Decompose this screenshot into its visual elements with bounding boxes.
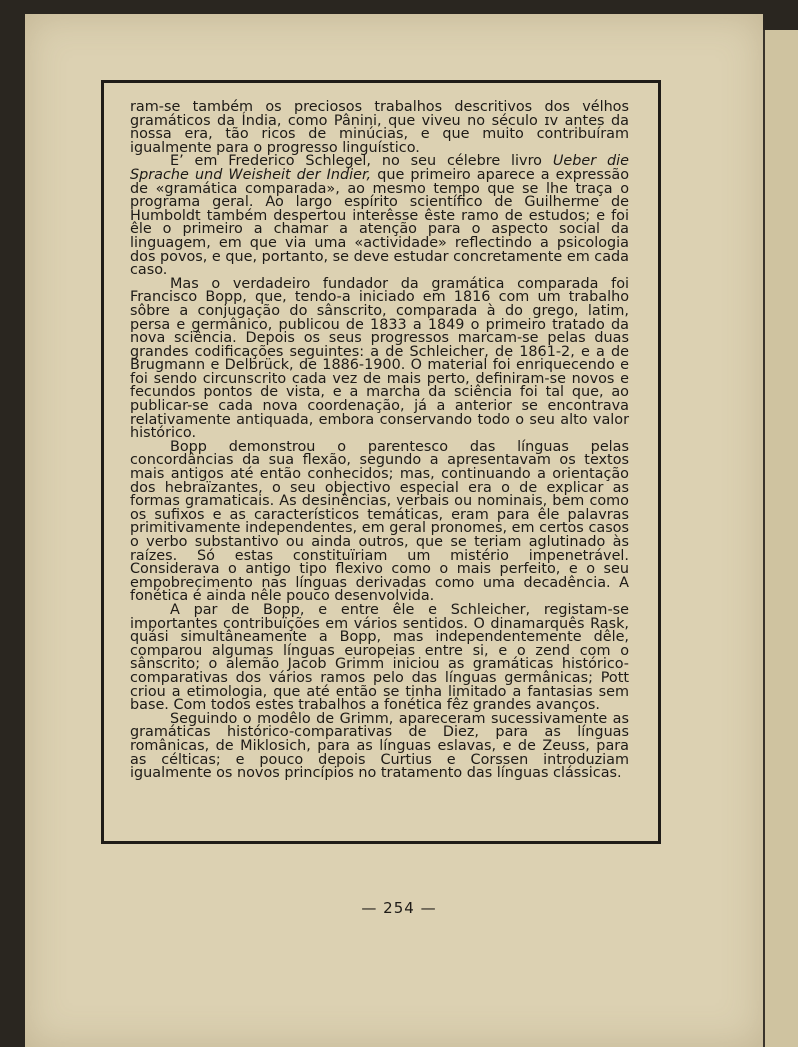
page-body-text (130, 101, 629, 781)
paragraph-1-text: ram-se também os preciosos trabalhos descritivos dos vélhos gramáticos da Índia, como Pânini, que viveu no século ɪv antes da nossa era, tão ricos de minúcias, e que muito contribuíram igualmente para o progresso linguístico. (130, 99, 629, 156)
paragraph-2 (130, 155, 629, 277)
paragraph-2-text-a: E’ em Frederico Schlegel, no seu célebre livro (170, 153, 553, 170)
page-number: — 254 — (361, 899, 437, 917)
paragraph-5-text: A par de Bopp, e entre êle e Schleicher, registam-se importantes contribuïções em vários sentidos. O dinamarquês Rask, quási simultâneamente a Bopp, mas independentemente dêle, comparou algumas línguas europeias entre si, e o zend com o sânscrito; o alemão Jacob Grimm iniciou as gramáticas histórico-comparativas dos vários ramos pelo das línguas germânicas; Pott criou a etimologia, que até então se tinha limitado a fantasias sem base. Com todos estes trabalhos a fonética fêz grandes avanços. (130, 601, 629, 714)
paragraph-3-text: Mas o verdadeiro fundador da gramática comparada foi Francisco Bopp, que, tendo-a iniciado em 1816 com um trabalho sôbre a conjugação do sânscrito, comparada à do grego, latim, persa e germânico, publicou de 1833 a 1849 o primeiro tratado da nova sciência. Depois os seus progressos marcam-se pelas duas grandes codificações seguintes: a de Schleicher, de 1861-2, e a de Brugmann e Delbrück, de 1886-1900. O material foi enriquecendo e foi sendo circunscrito cada vez de mais perto, definiram-se novos e fecundos pontos de vista, e a marcha da sciência foi tal que, ao publicar-se cada nova coordenação, já a anterior se encontrava relativamente antiquada, embora conservando todo o seu alto valor histórico. (130, 275, 629, 442)
paragraph-2-text-b: que primeiro aparece a expressão de «gramática comparada», ao mesmo tempo que se lhe traça o programa geral. Ao largo espírito scientífico de Guilherme de Humboldt também despertou interêsse êste ramo de estudos; e foi êle o primeiro a chamar a atenção para o aspecto social da linguagem, em que via uma «actividade» reflectindo a psicologia dos povos, e que, portanto, se deve estudar concretamente em cada caso. (130, 166, 630, 279)
paragraph-6 (130, 710, 629, 782)
paragraph-3 (130, 275, 629, 442)
book-title-italic: Ueber die Sprache und Weisheit der Indier, (130, 153, 629, 183)
paragraph-4 (130, 438, 629, 605)
paragraph-6-text: Seguindo o modêlo de Grimm, apareceram sucessivamente as gramáticas histórico-comparativas de Diez, para as línguas românicas, de Miklosich, para as línguas eslavas, e de Zeuss, para as célticas; e pouco depois Curtius e Corssen introduziam igualmente os novos princípios no tratamento das línguas clássicas. (130, 710, 629, 782)
paragraph-5 (130, 601, 629, 714)
adjacent-page-edge (763, 30, 798, 1047)
paragraph-4-text: Bopp demonstrou o parentesco das línguas pelas concordâncias da sua flexão, segundo a apresentavam os textos mais antigos até então conhecidos; mas, continuando a orientação dos hebraïzantes, o seu objectivo especial era o de explicar as formas gramaticais. As desinências, verbais ou nominais, bem como os sufixos e as característicos temáticas, eram para êle palavras primitivamente independentes, em geral pronomes, em certos casos o verbo substantivo ou ainda outros, que se teriam aglutinado às raízes. Só estas constituïriam um mistério impenetrável. Considerava o antigo tipo flexivo como o mais perfeito, e o seu empobrecimento nas línguas derivadas como uma decadência. A fonética é ainda nêle pouco desenvolvida. (130, 438, 629, 605)
paragraph-1 (130, 101, 629, 155)
